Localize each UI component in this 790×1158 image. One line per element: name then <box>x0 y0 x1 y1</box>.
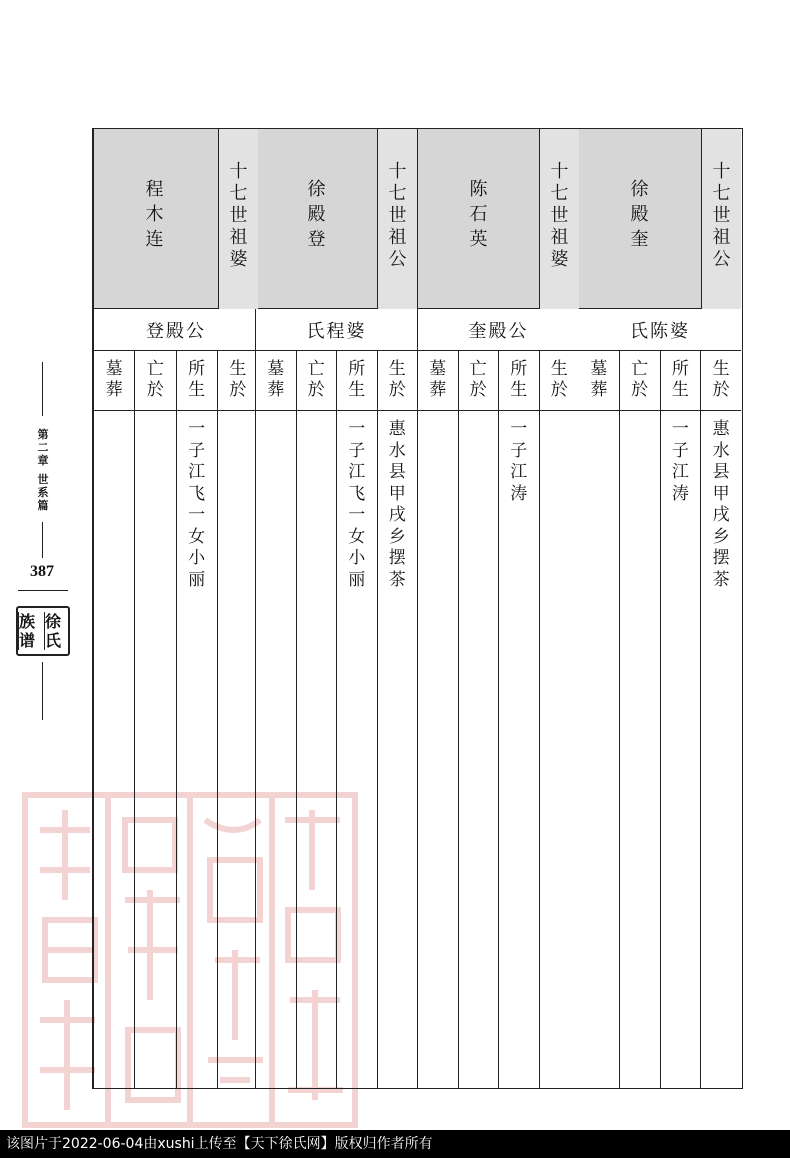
column-value <box>459 411 499 419</box>
column-label-text: 所 生 <box>348 359 366 400</box>
column-value <box>218 411 258 419</box>
column-label-text: 所 生 <box>188 359 206 400</box>
column-value <box>297 411 337 419</box>
column-value <box>499 411 539 505</box>
record-column <box>176 351 217 1088</box>
ancestor-block <box>579 129 741 1088</box>
generation-title-text: 十 七 世 祖 婆 <box>550 161 569 270</box>
record-column <box>94 351 134 1088</box>
ancestor-header <box>256 129 417 309</box>
record-column <box>256 351 296 1088</box>
ancestor-name <box>94 129 215 309</box>
column-value <box>661 411 701 505</box>
record-column <box>660 351 701 1088</box>
record-column <box>336 351 377 1088</box>
genealogy-table <box>92 128 743 1089</box>
column-value <box>701 411 741 591</box>
column-label-text: 生 於 <box>712 359 730 400</box>
column-value <box>177 411 217 591</box>
generation-title-text: 十 七 世 祖 公 <box>388 161 407 270</box>
chapter-label: 第 二 章 世 系 篇 <box>37 428 49 512</box>
column-label-text: 所 生 <box>510 359 528 400</box>
generation-title <box>218 129 258 309</box>
record-column <box>296 351 337 1088</box>
record-column <box>134 351 175 1088</box>
record-column <box>700 351 741 1088</box>
record-column <box>619 351 660 1088</box>
column-value-text: 一 子 江 涛 <box>671 419 689 504</box>
column-value <box>337 411 377 591</box>
column-label-text: 亡 於 <box>307 359 325 400</box>
column-value-text: 一 子 江 飞 一 女 小 丽 <box>188 419 206 590</box>
spouse-band: 氏程婆 <box>256 309 417 351</box>
column-label <box>579 351 619 411</box>
column-value <box>540 411 580 419</box>
column-label-text: 亡 於 <box>469 359 487 400</box>
column-label <box>256 351 296 411</box>
column-value-text: 惠 水 县 甲 戌 乡 摆 茶 <box>388 419 406 590</box>
sidebar-rule-top <box>42 362 43 416</box>
column-value <box>579 411 619 419</box>
column-label-text: 生 於 <box>550 359 568 400</box>
column-value <box>620 411 660 419</box>
ancestor-name <box>579 129 700 309</box>
ancestor-block <box>255 129 417 1088</box>
column-label <box>540 351 580 411</box>
spouse-band: 奎殿公 <box>418 309 579 351</box>
column-label <box>94 351 134 411</box>
upload-notice: 该图片于2022-06-04由xushi上传至【天下徐氏网】版权归作者所有 <box>0 1130 790 1158</box>
page-number-rule <box>18 590 68 591</box>
ancestor-name-text: 徐 殿 奎 <box>630 179 649 250</box>
record-column <box>377 351 418 1088</box>
ancestor-block <box>417 129 579 1088</box>
column-label <box>418 351 458 411</box>
column-value <box>135 411 175 419</box>
sidebar-rule-bottom <box>42 662 43 720</box>
column-label-text: 墓 葬 <box>267 359 285 400</box>
column-label <box>620 351 660 411</box>
ancestor-block <box>93 129 258 1088</box>
page-margin-sidebar <box>0 0 90 1130</box>
ancestor-name <box>418 129 539 309</box>
family-register-logo <box>16 606 70 656</box>
logo-text-left: 族 谱 <box>18 612 42 650</box>
column-label <box>337 351 377 411</box>
column-label-text: 墓 葬 <box>105 359 123 400</box>
column-value <box>94 411 134 419</box>
generation-title <box>701 129 741 309</box>
column-label-text: 生 於 <box>229 359 247 400</box>
column-label-text: 墓 葬 <box>429 359 447 400</box>
column-label <box>661 351 701 411</box>
ancestor-name-text: 程 木 连 <box>145 179 164 250</box>
record-column <box>458 351 499 1088</box>
spouse-band: 氏陈婆 <box>579 309 741 351</box>
column-label-text: 所 生 <box>671 359 689 400</box>
column-label-text: 生 於 <box>388 359 406 400</box>
column-value-text: 一 子 江 飞 一 女 小 丽 <box>348 419 366 590</box>
column-label <box>177 351 217 411</box>
record-column <box>418 351 458 1088</box>
generation-title-text: 十 七 世 祖 公 <box>712 161 731 270</box>
column-label <box>499 351 539 411</box>
generation-title <box>539 129 579 309</box>
column-value <box>256 411 296 419</box>
page-number: 387 <box>30 563 54 580</box>
ancestor-header <box>579 129 741 309</box>
column-value-text: 惠 水 县 甲 戌 乡 摆 茶 <box>712 419 730 590</box>
spouse-band: 登殿公 <box>94 309 258 351</box>
column-label <box>701 351 741 411</box>
logo-text-right: 徐 氏 <box>44 612 68 650</box>
ancestor-name-text: 陈 石 英 <box>469 179 488 250</box>
record-column <box>579 351 619 1088</box>
ancestor-name-text: 徐 殿 登 <box>307 179 326 250</box>
column-label-text: 亡 於 <box>146 359 164 400</box>
column-label <box>135 351 175 411</box>
sidebar-rule-middle <box>42 522 43 558</box>
column-value <box>378 411 418 591</box>
record-column <box>498 351 539 1088</box>
record-column <box>217 351 258 1088</box>
ancestor-header <box>418 129 579 309</box>
column-label <box>459 351 499 411</box>
column-value <box>418 411 458 419</box>
record-column <box>539 351 580 1088</box>
column-label <box>297 351 337 411</box>
column-label-text: 亡 於 <box>631 359 649 400</box>
ancestor-name <box>256 129 377 309</box>
column-label <box>218 351 258 411</box>
column-label-text: 墓 葬 <box>590 359 608 400</box>
generation-title <box>377 129 417 309</box>
ancestor-header <box>94 129 258 309</box>
generation-title-text: 十 七 世 祖 婆 <box>229 161 248 270</box>
column-value-text: 一 子 江 涛 <box>510 419 528 504</box>
column-label <box>378 351 418 411</box>
